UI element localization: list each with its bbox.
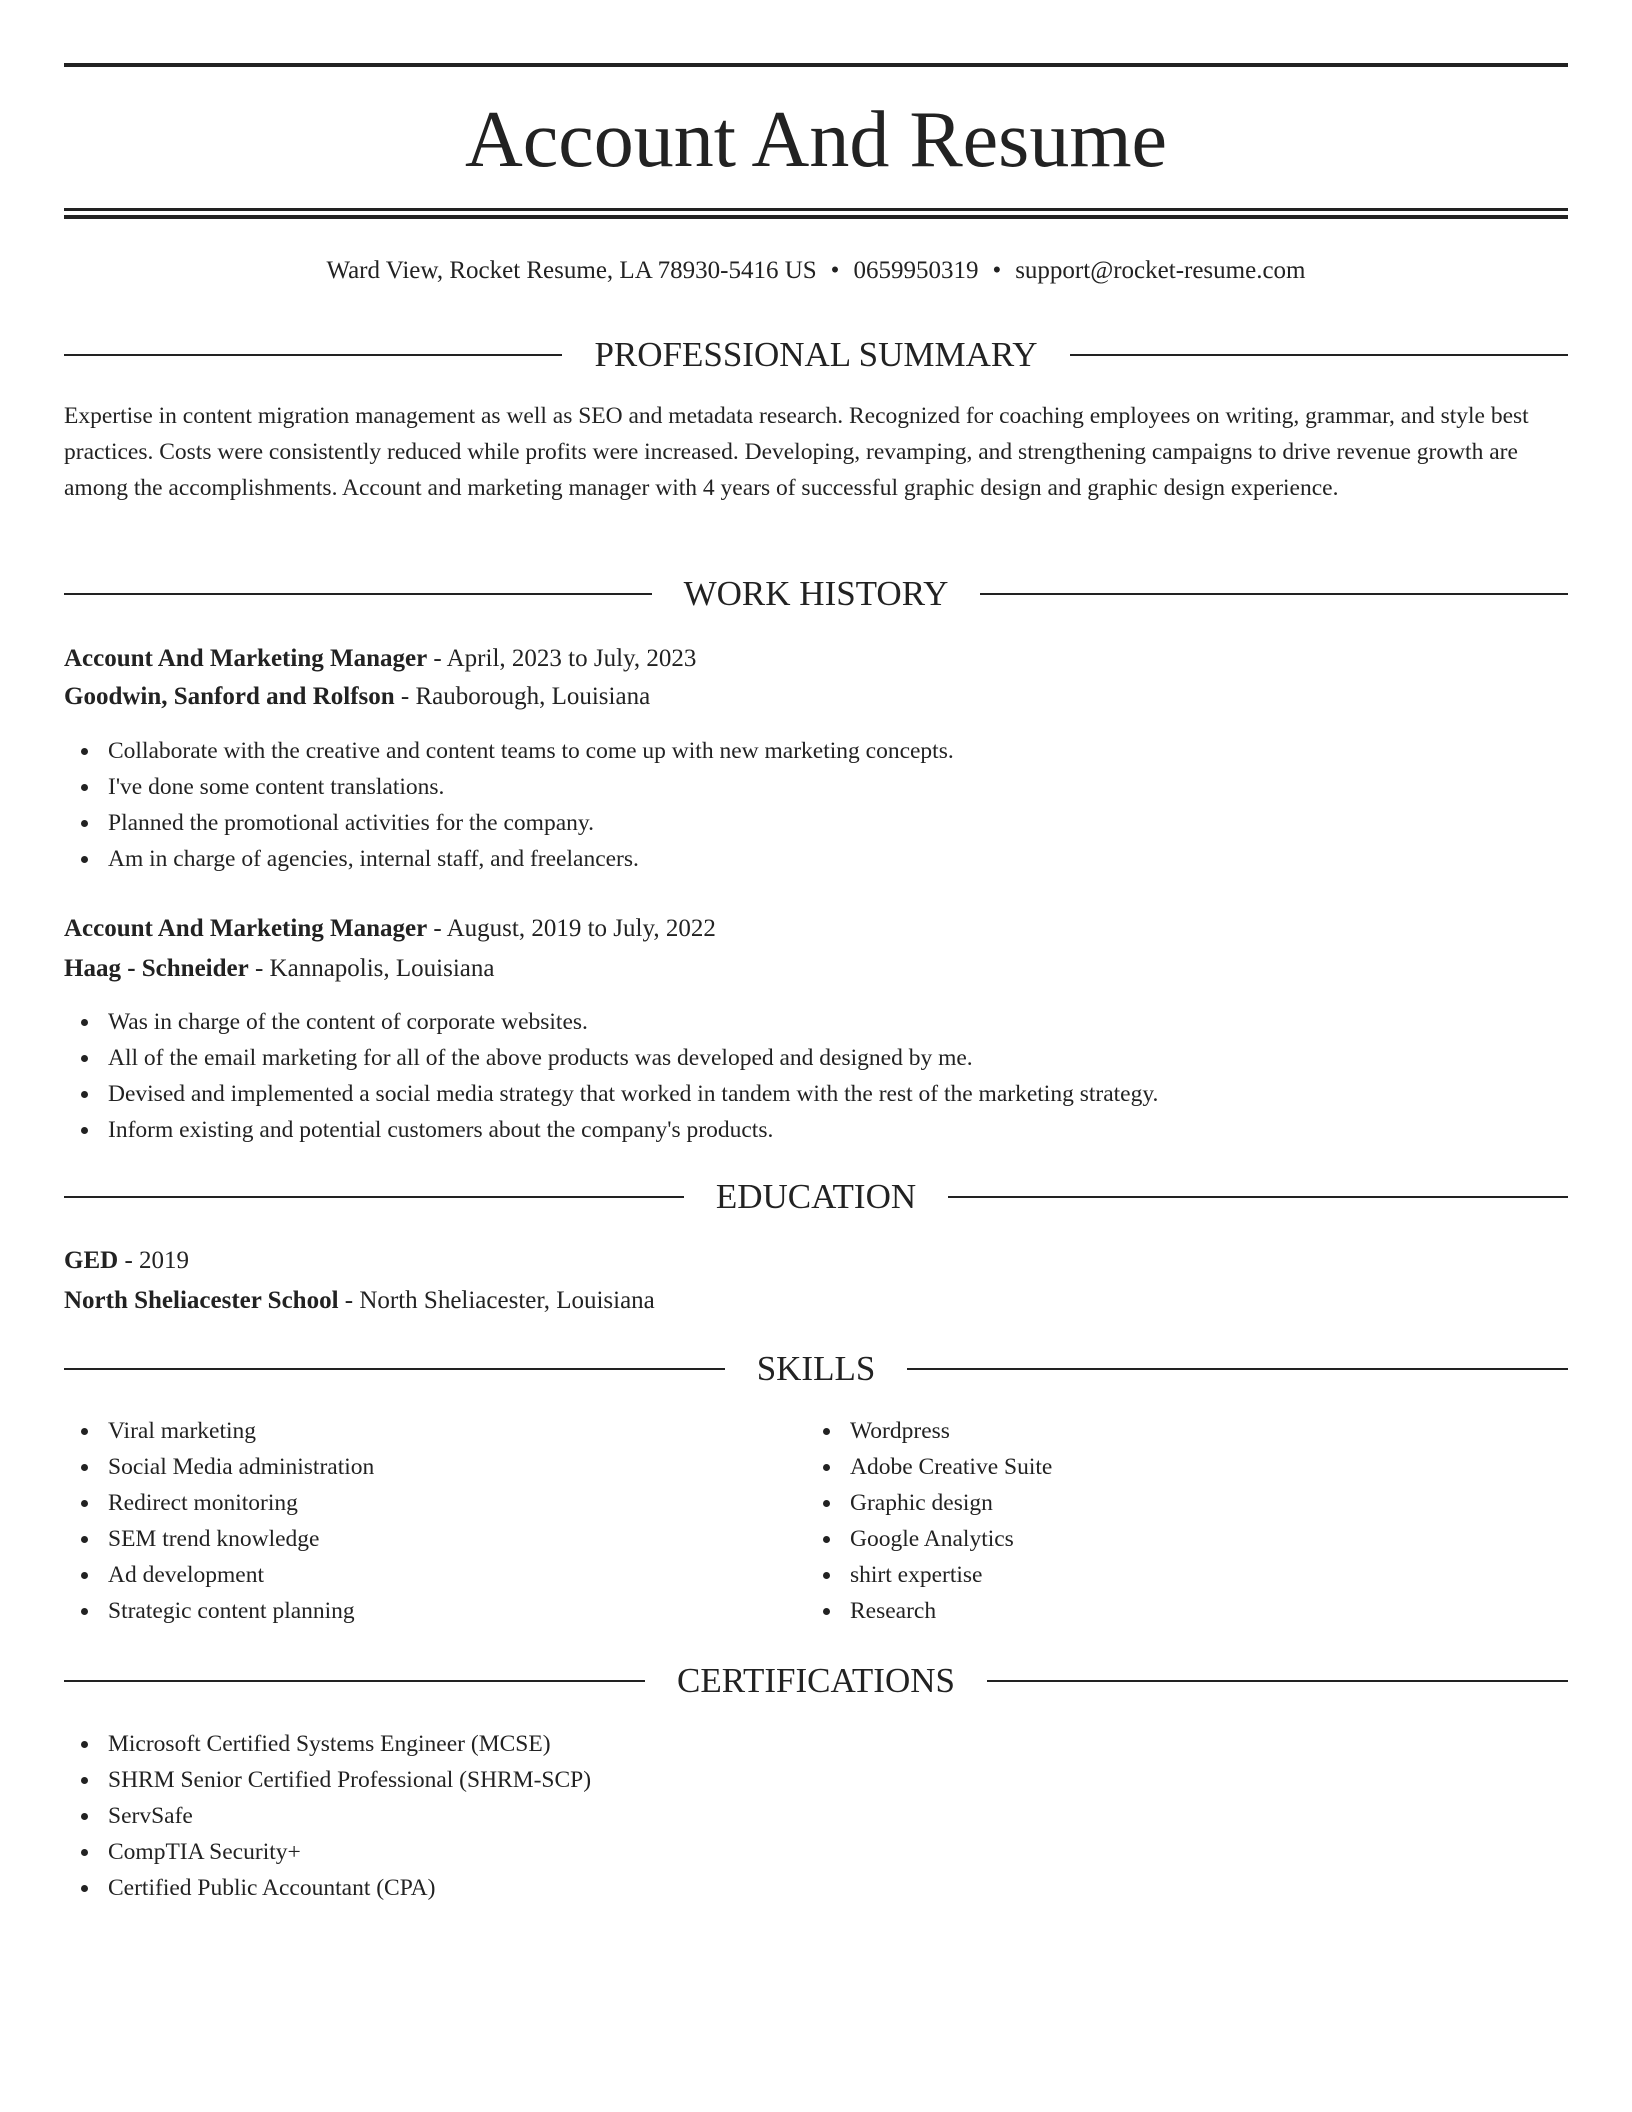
section-heading-summary <box>64 333 1568 377</box>
list-item: Adobe Creative Suite <box>806 1449 1052 1485</box>
list-item: All of the email marketing for all of the above products was developed and designed by me. <box>64 1040 1158 1076</box>
job-title-line <box>64 641 696 677</box>
list-item: SEM trend knowledge <box>64 1521 374 1557</box>
list-item: Google Analytics <box>806 1521 1052 1557</box>
section-heading-work <box>64 572 1568 616</box>
job-title: Account And Marketing Manager <box>64 645 428 672</box>
list-item: Was in charge of the content of corporate websites. <box>64 1004 1158 1040</box>
list-item: Ad development <box>64 1557 374 1593</box>
section-heading-label: SKILLS <box>756 1349 876 1388</box>
list-item: Wordpress <box>806 1413 1052 1449</box>
list-item: Graphic design <box>806 1485 1052 1521</box>
list-item: Strategic content planning <box>64 1593 374 1629</box>
list-item: Collaborate with the creative and content teams to come up with new marketing concepts. <box>64 733 954 769</box>
job-location: - Rauborough, Louisiana <box>394 683 651 710</box>
job-location: - Kannapolis, Louisiana <box>248 955 495 982</box>
heading-rule <box>64 1680 645 1682</box>
top-rule <box>64 63 1568 67</box>
section-heading-label: EDUCATION <box>715 1177 917 1216</box>
contact-address: Ward View, Rocket Resume, LA 78930-5416 US <box>326 257 817 284</box>
skills-list-left <box>64 1413 374 1629</box>
education-degree: GED <box>64 1247 119 1274</box>
contact-separator: • <box>992 257 1002 284</box>
list-item: Devised and implemented a social media strategy that worked in tandem with the rest of the marketing strategy. <box>64 1076 1158 1112</box>
education-school: North Sheliacester School <box>64 1287 339 1314</box>
list-item: Redirect monitoring <box>64 1485 374 1521</box>
heading-rule <box>64 1196 684 1198</box>
list-item: Am in charge of agencies, internal staff, and freelancers. <box>64 841 954 877</box>
list-item: Viral marketing <box>64 1413 374 1449</box>
skills-list-right <box>806 1413 1052 1629</box>
heading-rule <box>987 1680 1568 1682</box>
list-item: Social Media administration <box>64 1449 374 1485</box>
job-company: Goodwin, Sanford and Rolfson <box>64 683 395 710</box>
section-heading-skills <box>64 1347 1568 1391</box>
job-dates: - August, 2019 to July, 2022 <box>427 915 716 942</box>
heading-rule <box>980 593 1568 595</box>
heading-rule <box>948 1196 1568 1198</box>
list-item: I've done some content translations. <box>64 769 954 805</box>
resume-title: Account And Resume <box>464 96 1168 184</box>
heading-rule <box>1070 354 1568 356</box>
list-item: Certified Public Accountant (CPA) <box>64 1870 591 1906</box>
section-heading-education <box>64 1175 1568 1219</box>
job-bullets <box>64 1004 1158 1148</box>
contact-phone: 0659950319 <box>853 257 979 284</box>
job-company-line <box>64 951 495 987</box>
contact-separator: • <box>830 257 840 284</box>
heading-rule <box>907 1368 1568 1370</box>
education-degree-line <box>64 1243 189 1279</box>
job-company: Haag - Schneider <box>64 955 249 982</box>
double-rule-lower <box>64 215 1568 219</box>
list-item: SHRM Senior Certified Professional (SHRM-SCP) <box>64 1762 591 1798</box>
section-heading-label: WORK HISTORY <box>683 574 949 613</box>
list-item: Research <box>806 1593 1052 1629</box>
list-item: Planned the promotional activities for the company. <box>64 805 954 841</box>
education-year: - 2019 <box>118 1247 190 1274</box>
list-item: Inform existing and potential customers about the company's products. <box>64 1112 1158 1148</box>
heading-rule <box>64 593 652 595</box>
double-rule-upper <box>64 208 1568 211</box>
list-item: ServSafe <box>64 1798 591 1834</box>
education-school-line <box>64 1283 655 1319</box>
list-item: Microsoft Certified Systems Engineer (MCSE) <box>64 1726 591 1762</box>
job-bullets <box>64 733 954 877</box>
job-company-line <box>64 679 650 715</box>
section-heading-label: CERTIFICATIONS <box>677 1661 955 1700</box>
heading-rule <box>64 1368 725 1370</box>
certifications-list <box>64 1726 591 1906</box>
education-location: - North Sheliacester, Louisiana <box>338 1287 655 1314</box>
job-title-line <box>64 911 716 947</box>
list-item: CompTIA Security+ <box>64 1834 591 1870</box>
contact-email: support@rocket-resume.com <box>1015 257 1306 284</box>
job-dates: - April, 2023 to July, 2023 <box>427 645 697 672</box>
section-heading-certifications <box>64 1659 1568 1703</box>
summary-text: Expertise in content migration management as well as SEO and metadata research. Recognized for coaching employees on writing, grammar, and style best practices. Costs were consistently reduced while profits were increased. Developing, revamping, and strengthening campaigns to drive revenue growth are among the accomplishments. Account and marketing manager with 4 years of successful graphic design and graphic design experience. <box>64 403 1529 501</box>
job-title: Account And Marketing Manager <box>64 915 428 942</box>
contact-line <box>64 254 1568 288</box>
list-item: shirt expertise <box>806 1557 1052 1593</box>
section-heading-label: PROFESSIONAL SUMMARY <box>594 335 1038 374</box>
heading-rule <box>64 354 562 356</box>
